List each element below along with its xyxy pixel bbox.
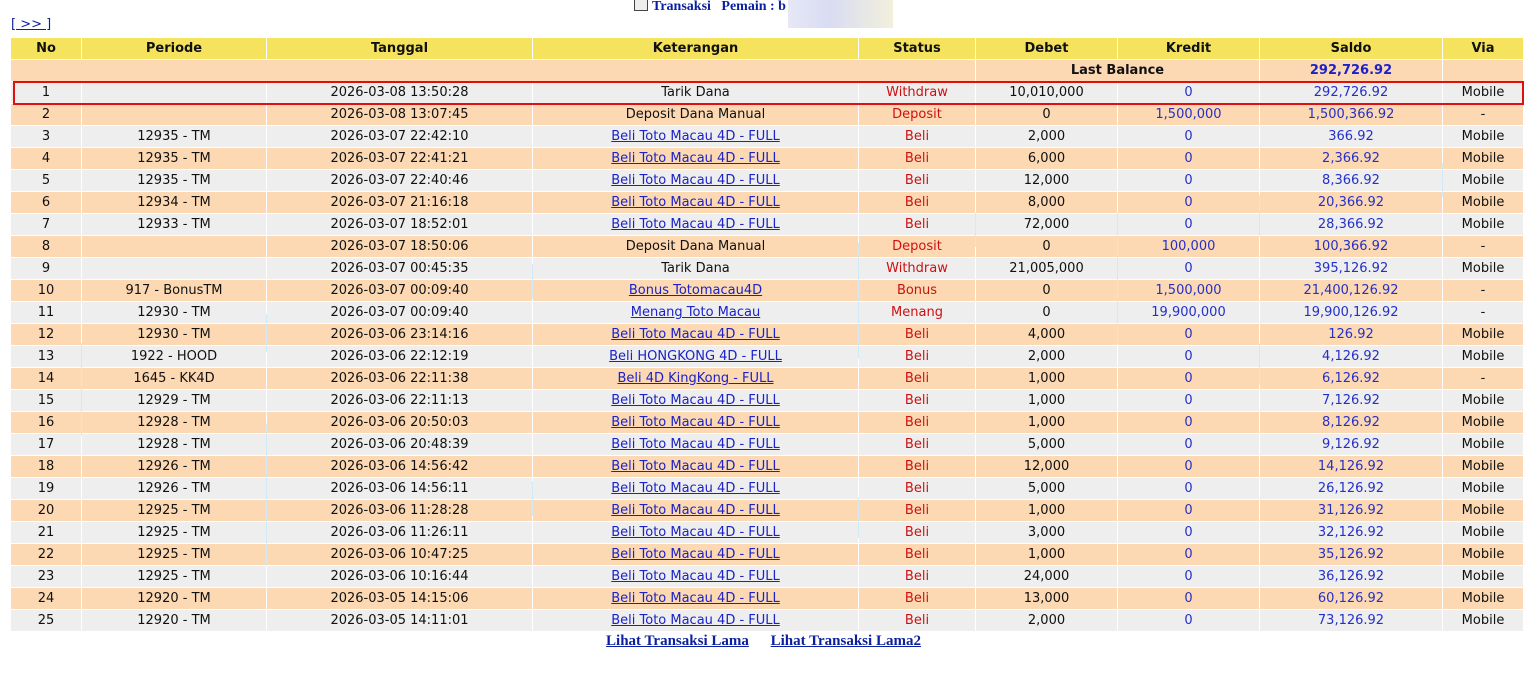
- cell-keterangan: [533, 192, 858, 214]
- cell-keterangan: [533, 544, 858, 566]
- cell-no: 9: [11, 258, 81, 280]
- cell-periode: 12925 - TM: [82, 544, 266, 566]
- cell-debet: 24,000: [976, 566, 1117, 588]
- cell-no: 16: [11, 412, 81, 434]
- cell-via: Mobile: [1443, 566, 1523, 588]
- cell-debet: 12,000: [976, 170, 1117, 192]
- keterangan-link[interactable]: Beli 4D KingKong - FULL: [617, 371, 774, 386]
- cell-tanggal: 2026-03-07 22:41:21: [267, 148, 532, 170]
- page-title-bar: [0, 0, 1527, 16]
- cell-saldo: 8,366.92: [1260, 170, 1442, 192]
- cell-tanggal: 2026-03-06 22:12:19: [267, 346, 532, 368]
- col-header-kredit: Kredit: [1118, 38, 1259, 60]
- keterangan-link[interactable]: Beli Toto Macau 4D - FULL: [611, 459, 780, 474]
- cell-kredit: 0: [1118, 324, 1259, 346]
- cell-status: Beli: [859, 610, 975, 632]
- cell-no: 25: [11, 610, 81, 632]
- cell-via: Mobile: [1443, 500, 1523, 522]
- cell-periode: 917 - BonusTM: [82, 280, 266, 302]
- cell-periode: 1922 - HOOD: [82, 346, 266, 368]
- cell-keterangan: [533, 280, 858, 302]
- cell-no: 18: [11, 456, 81, 478]
- cell-kredit: 1,500,000: [1118, 280, 1259, 302]
- cell-saldo: 28,366.92: [1260, 214, 1442, 236]
- table-row: [11, 82, 1523, 104]
- cell-tanggal: 2026-03-06 14:56:11: [267, 478, 532, 500]
- cell-keterangan: [533, 456, 858, 478]
- cell-keterangan: [533, 500, 858, 522]
- cell-periode: 12934 - TM: [82, 192, 266, 214]
- cell-status: Bonus: [859, 280, 975, 302]
- cell-no: 15: [11, 390, 81, 412]
- keterangan-link[interactable]: Beli Toto Macau 4D - FULL: [611, 481, 780, 496]
- cell-status: Menang: [859, 302, 975, 324]
- cell-no: 12: [11, 324, 81, 346]
- cell-no: 4: [11, 148, 81, 170]
- cell-tanggal: 2026-03-08 13:07:45: [267, 104, 532, 126]
- cell-no: 20: [11, 500, 81, 522]
- cell-tanggal: 2026-03-07 00:09:40: [267, 280, 532, 302]
- table-row: [11, 170, 1523, 192]
- cell-saldo: 7,126.92: [1260, 390, 1442, 412]
- cell-debet: 2,000: [976, 346, 1117, 368]
- table-header-row: [11, 38, 1523, 60]
- cell-no: 10: [11, 280, 81, 302]
- cell-tanggal: 2026-03-06 22:11:13: [267, 390, 532, 412]
- cell-via: Mobile: [1443, 82, 1523, 104]
- cell-status: Beli: [859, 478, 975, 500]
- cell-periode: 12920 - TM: [82, 610, 266, 632]
- cell-no: 11: [11, 302, 81, 324]
- cell-debet: 4,000: [976, 324, 1117, 346]
- cell-debet: 2,000: [976, 610, 1117, 632]
- cell-no: 14: [11, 368, 81, 390]
- cell-status: Beli: [859, 588, 975, 610]
- cell-debet: 0: [976, 236, 1117, 258]
- table-row: [11, 148, 1523, 170]
- cell-periode: 12935 - TM: [82, 170, 266, 192]
- page-title: Transaksi: [652, 0, 711, 14]
- table-row: [11, 500, 1523, 522]
- last-balance-spacer: [11, 60, 975, 82]
- cell-saldo: 366.92: [1260, 126, 1442, 148]
- cell-saldo: 32,126.92: [1260, 522, 1442, 544]
- cell-tanggal: 2026-03-07 22:42:10: [267, 126, 532, 148]
- cell-keterangan: [533, 522, 858, 544]
- table-row: [11, 544, 1523, 566]
- cell-keterangan: [533, 346, 858, 368]
- cell-kredit: 0: [1118, 192, 1259, 214]
- cell-tanggal: 2026-03-08 13:50:28: [267, 82, 532, 104]
- cell-via: -: [1443, 280, 1523, 302]
- cell-periode: 12925 - TM: [82, 566, 266, 588]
- keterangan-link[interactable]: Beli Toto Macau 4D - FULL: [611, 591, 780, 606]
- col-header-periode: Periode: [82, 38, 266, 60]
- table-row: [11, 214, 1523, 236]
- cell-debet: 1,000: [976, 412, 1117, 434]
- cell-status: Beli: [859, 456, 975, 478]
- keterangan-link[interactable]: Beli Toto Macau 4D - FULL: [611, 415, 780, 430]
- cell-kredit: 0: [1118, 500, 1259, 522]
- table-row: [11, 412, 1523, 434]
- cell-keterangan: Deposit Dana Manual: [533, 236, 858, 258]
- cell-debet: 0: [976, 280, 1117, 302]
- cell-tanggal: 2026-03-07 18:52:01: [267, 214, 532, 236]
- cell-periode: 1645 - KK4D: [82, 368, 266, 390]
- cell-via: Mobile: [1443, 522, 1523, 544]
- cell-keterangan: [533, 324, 858, 346]
- cell-status: Beli: [859, 544, 975, 566]
- cell-keterangan: [533, 148, 858, 170]
- keterangan-link[interactable]: Beli Toto Macau 4D - FULL: [611, 547, 780, 562]
- cell-status: Beli: [859, 434, 975, 456]
- cell-periode: 12930 - TM: [82, 324, 266, 346]
- cell-no: 3: [11, 126, 81, 148]
- col-header-saldo: Saldo: [1260, 38, 1442, 60]
- last-balance-value: 292,726.92: [1260, 60, 1442, 82]
- cell-keterangan: [533, 588, 858, 610]
- cell-keterangan: Tarik Dana: [533, 258, 858, 280]
- cell-no: 13: [11, 346, 81, 368]
- cell-kredit: 0: [1118, 434, 1259, 456]
- cell-via: Mobile: [1443, 126, 1523, 148]
- cell-saldo: 292,726.92: [1260, 82, 1442, 104]
- cell-kredit: 0: [1118, 148, 1259, 170]
- cell-periode: 12926 - TM: [82, 478, 266, 500]
- col-header-keterangan: Keterangan: [533, 38, 858, 60]
- cell-via: Mobile: [1443, 412, 1523, 434]
- cell-status: Withdraw: [859, 82, 975, 104]
- cell-periode: [82, 82, 266, 104]
- cell-status: Beli: [859, 390, 975, 412]
- keterangan-link[interactable]: Beli Toto Macau 4D - FULL: [611, 327, 780, 342]
- last-balance-empty: [1443, 60, 1523, 82]
- table-row: [11, 610, 1523, 632]
- cell-kredit: 0: [1118, 610, 1259, 632]
- cell-debet: 3,000: [976, 522, 1117, 544]
- cell-via: Mobile: [1443, 456, 1523, 478]
- cell-no: 2: [11, 104, 81, 126]
- cell-periode: [82, 258, 266, 280]
- cell-debet: 2,000: [976, 126, 1117, 148]
- keterangan-link[interactable]: Beli Toto Macau 4D - FULL: [611, 525, 780, 540]
- table-row: [11, 346, 1523, 368]
- col-header-status: Status: [859, 38, 975, 60]
- cell-kredit: 0: [1118, 82, 1259, 104]
- cell-periode: [82, 236, 266, 258]
- cell-via: -: [1443, 104, 1523, 126]
- cell-tanggal: 2026-03-06 22:11:38: [267, 368, 532, 390]
- table-row: [11, 324, 1523, 346]
- cell-saldo: 21,400,126.92: [1260, 280, 1442, 302]
- cell-saldo: 4,126.92: [1260, 346, 1442, 368]
- cell-tanggal: 2026-03-05 14:15:06: [267, 588, 532, 610]
- cell-status: Beli: [859, 368, 975, 390]
- cell-kredit: 0: [1118, 214, 1259, 236]
- last-balance-label: Last Balance: [976, 60, 1259, 82]
- cell-via: Mobile: [1443, 214, 1523, 236]
- col-header-tanggal: Tanggal: [267, 38, 532, 60]
- cell-debet: 1,000: [976, 544, 1117, 566]
- cell-kredit: 0: [1118, 412, 1259, 434]
- cell-tanggal: 2026-03-06 10:16:44: [267, 566, 532, 588]
- cell-kredit: 0: [1118, 456, 1259, 478]
- cell-keterangan: [533, 412, 858, 434]
- cell-no: 21: [11, 522, 81, 544]
- cell-debet: 0: [976, 302, 1117, 324]
- table-row: [11, 236, 1523, 258]
- cell-keterangan: [533, 368, 858, 390]
- cell-keterangan: Deposit Dana Manual: [533, 104, 858, 126]
- cell-saldo: 2,366.92: [1260, 148, 1442, 170]
- table-row: [11, 192, 1523, 214]
- cell-debet: 0: [976, 104, 1117, 126]
- table-row: [11, 368, 1523, 390]
- footer-links: [0, 633, 1527, 650]
- cell-debet: 8,000: [976, 192, 1117, 214]
- cell-status: Beli: [859, 214, 975, 236]
- cell-tanggal: 2026-03-06 10:47:25: [267, 544, 532, 566]
- cell-saldo: 6,126.92: [1260, 368, 1442, 390]
- cell-keterangan: [533, 170, 858, 192]
- table-row: [11, 126, 1523, 148]
- next-page-link[interactable]: [ >> ]: [11, 17, 52, 32]
- cell-keterangan: [533, 390, 858, 412]
- cell-via: Mobile: [1443, 610, 1523, 632]
- document-icon: [634, 0, 648, 11]
- cell-status: Beli: [859, 126, 975, 148]
- cell-debet: 1,000: [976, 500, 1117, 522]
- cell-via: Mobile: [1443, 390, 1523, 412]
- keterangan-link[interactable]: Menang Toto Macau: [630, 305, 761, 320]
- old-transactions-2-link[interactable]: Lihat Transaksi Lama2: [770, 633, 921, 649]
- cell-periode: 12925 - TM: [82, 500, 266, 522]
- cell-saldo: 73,126.92: [1260, 610, 1442, 632]
- cell-status: Deposit: [859, 104, 975, 126]
- cell-tanggal: 2026-03-07 22:40:46: [267, 170, 532, 192]
- cell-no: 5: [11, 170, 81, 192]
- table-row: [11, 456, 1523, 478]
- cell-via: -: [1443, 368, 1523, 390]
- cell-no: 23: [11, 566, 81, 588]
- cell-status: Beli: [859, 412, 975, 434]
- cell-status: Beli: [859, 346, 975, 368]
- cell-no: 17: [11, 434, 81, 456]
- cell-keterangan: [533, 214, 858, 236]
- cell-tanggal: 2026-03-05 14:11:01: [267, 610, 532, 632]
- cell-status: Beli: [859, 170, 975, 192]
- cell-kredit: 0: [1118, 478, 1259, 500]
- cell-no: 6: [11, 192, 81, 214]
- cell-debet: 6,000: [976, 148, 1117, 170]
- keterangan-link[interactable]: Beli Toto Macau 4D - FULL: [611, 217, 780, 232]
- table-row: [11, 390, 1523, 412]
- keterangan-link[interactable]: Beli Toto Macau 4D - FULL: [611, 173, 780, 188]
- cell-via: Mobile: [1443, 434, 1523, 456]
- old-transactions-link[interactable]: Lihat Transaksi Lama: [606, 633, 749, 649]
- cell-keterangan: Tarik Dana: [533, 82, 858, 104]
- cell-status: Beli: [859, 192, 975, 214]
- cell-via: Mobile: [1443, 148, 1523, 170]
- cell-via: Mobile: [1443, 192, 1523, 214]
- cell-debet: 12,000: [976, 456, 1117, 478]
- cell-kredit: 0: [1118, 566, 1259, 588]
- cell-no: 22: [11, 544, 81, 566]
- cell-kredit: 0: [1118, 258, 1259, 280]
- cell-kredit: 0: [1118, 170, 1259, 192]
- table-row: [11, 522, 1523, 544]
- cell-periode: 12926 - TM: [82, 456, 266, 478]
- table-row: [11, 478, 1523, 500]
- redacted-player-name: [788, 0, 893, 28]
- cell-no: 7: [11, 214, 81, 236]
- cell-saldo: 9,126.92: [1260, 434, 1442, 456]
- cell-periode: 12929 - TM: [82, 390, 266, 412]
- cell-debet: 21,005,000: [976, 258, 1117, 280]
- cell-periode: 12928 - TM: [82, 434, 266, 456]
- cell-no: 8: [11, 236, 81, 258]
- cell-tanggal: 2026-03-06 23:14:16: [267, 324, 532, 346]
- table-row: [11, 104, 1523, 126]
- cell-keterangan: [533, 126, 858, 148]
- cell-saldo: 14,126.92: [1260, 456, 1442, 478]
- cell-status: Beli: [859, 148, 975, 170]
- last-balance-row: [11, 60, 1523, 82]
- table-row: [11, 588, 1523, 610]
- cell-saldo: 100,366.92: [1260, 236, 1442, 258]
- cell-status: Beli: [859, 324, 975, 346]
- keterangan-link[interactable]: Bonus Totomacau4D: [628, 283, 763, 298]
- cell-keterangan: [533, 434, 858, 456]
- cell-tanggal: 2026-03-06 20:48:39: [267, 434, 532, 456]
- cell-saldo: 126.92: [1260, 324, 1442, 346]
- cell-tanggal: 2026-03-07 00:09:40: [267, 302, 532, 324]
- cell-periode: 12928 - TM: [82, 412, 266, 434]
- cell-kredit: 0: [1118, 588, 1259, 610]
- cell-tanggal: 2026-03-06 11:26:11: [267, 522, 532, 544]
- cell-periode: 12935 - TM: [82, 148, 266, 170]
- cell-kredit: 100,000: [1118, 236, 1259, 258]
- cell-tanggal: 2026-03-06 14:56:42: [267, 456, 532, 478]
- cell-kredit: 0: [1118, 390, 1259, 412]
- cell-keterangan: [533, 302, 858, 324]
- table-row: [11, 258, 1523, 280]
- keterangan-link[interactable]: Beli Toto Macau 4D - FULL: [611, 503, 780, 518]
- cell-kredit: 0: [1118, 346, 1259, 368]
- table-row: [11, 302, 1523, 324]
- cell-debet: 1,000: [976, 368, 1117, 390]
- cell-periode: 12925 - TM: [82, 522, 266, 544]
- cell-via: Mobile: [1443, 588, 1523, 610]
- cell-via: Mobile: [1443, 324, 1523, 346]
- cell-kredit: 1,500,000: [1118, 104, 1259, 126]
- transaction-table: [10, 38, 1524, 632]
- cell-kredit: 19,900,000: [1118, 302, 1259, 324]
- cell-keterangan: [533, 566, 858, 588]
- cell-via: Mobile: [1443, 478, 1523, 500]
- keterangan-link[interactable]: Beli Toto Macau 4D - FULL: [611, 151, 780, 166]
- cell-tanggal: 2026-03-07 00:45:35: [267, 258, 532, 280]
- cell-tanggal: 2026-03-06 20:50:03: [267, 412, 532, 434]
- cell-saldo: 35,126.92: [1260, 544, 1442, 566]
- cell-no: 19: [11, 478, 81, 500]
- cell-no: 24: [11, 588, 81, 610]
- cell-saldo: 26,126.92: [1260, 478, 1442, 500]
- col-header-no: No: [11, 38, 81, 60]
- cell-kredit: 0: [1118, 126, 1259, 148]
- table-row: [11, 566, 1523, 588]
- cell-debet: 1,000: [976, 390, 1117, 412]
- cell-status: Beli: [859, 500, 975, 522]
- cell-periode: 12935 - TM: [82, 126, 266, 148]
- keterangan-link[interactable]: Beli Toto Macau 4D - FULL: [611, 195, 780, 210]
- cell-keterangan: [533, 478, 858, 500]
- keterangan-link[interactable]: Beli Toto Macau 4D - FULL: [611, 613, 780, 628]
- keterangan-link[interactable]: Beli Toto Macau 4D - FULL: [611, 569, 780, 584]
- cell-no: 1: [11, 82, 81, 104]
- cell-via: Mobile: [1443, 258, 1523, 280]
- table-row: [11, 434, 1523, 456]
- cell-debet: 72,000: [976, 214, 1117, 236]
- cell-periode: 12930 - TM: [82, 302, 266, 324]
- cell-debet: 13,000: [976, 588, 1117, 610]
- cell-debet: 5,000: [976, 434, 1117, 456]
- cell-kredit: 0: [1118, 522, 1259, 544]
- table-row: [11, 280, 1523, 302]
- cell-tanggal: 2026-03-06 11:28:28: [267, 500, 532, 522]
- cell-saldo: 8,126.92: [1260, 412, 1442, 434]
- keterangan-link[interactable]: Beli Toto Macau 4D - FULL: [611, 393, 780, 408]
- cell-status: Deposit: [859, 236, 975, 258]
- keterangan-link[interactable]: Beli Toto Macau 4D - FULL: [611, 129, 780, 144]
- cell-status: Beli: [859, 566, 975, 588]
- cell-via: Mobile: [1443, 170, 1523, 192]
- cell-periode: [82, 104, 266, 126]
- player-label: Pemain : b: [721, 0, 786, 14]
- cell-tanggal: 2026-03-07 18:50:06: [267, 236, 532, 258]
- cell-saldo: 60,126.92: [1260, 588, 1442, 610]
- cell-status: Withdraw: [859, 258, 975, 280]
- col-header-via: Via: [1443, 38, 1523, 60]
- cell-periode: 12933 - TM: [82, 214, 266, 236]
- cell-saldo: 1,500,366.92: [1260, 104, 1442, 126]
- keterangan-link[interactable]: Beli Toto Macau 4D - FULL: [611, 437, 780, 452]
- cell-debet: 10,010,000: [976, 82, 1117, 104]
- cell-via: Mobile: [1443, 346, 1523, 368]
- cell-via: -: [1443, 236, 1523, 258]
- cell-saldo: 31,126.92: [1260, 500, 1442, 522]
- col-header-debet: Debet: [976, 38, 1117, 60]
- cell-kredit: 0: [1118, 544, 1259, 566]
- keterangan-link[interactable]: Beli HONGKONG 4D - FULL: [609, 349, 782, 364]
- cell-tanggal: 2026-03-07 21:16:18: [267, 192, 532, 214]
- cell-via: -: [1443, 302, 1523, 324]
- cell-debet: 5,000: [976, 478, 1117, 500]
- cell-via: Mobile: [1443, 544, 1523, 566]
- cell-keterangan: [533, 610, 858, 632]
- cell-saldo: 395,126.92: [1260, 258, 1442, 280]
- cell-saldo: 36,126.92: [1260, 566, 1442, 588]
- cell-status: Beli: [859, 522, 975, 544]
- cell-saldo: 20,366.92: [1260, 192, 1442, 214]
- cell-saldo: 19,900,126.92: [1260, 302, 1442, 324]
- cell-periode: 12920 - TM: [82, 588, 266, 610]
- cell-kredit: 0: [1118, 368, 1259, 390]
